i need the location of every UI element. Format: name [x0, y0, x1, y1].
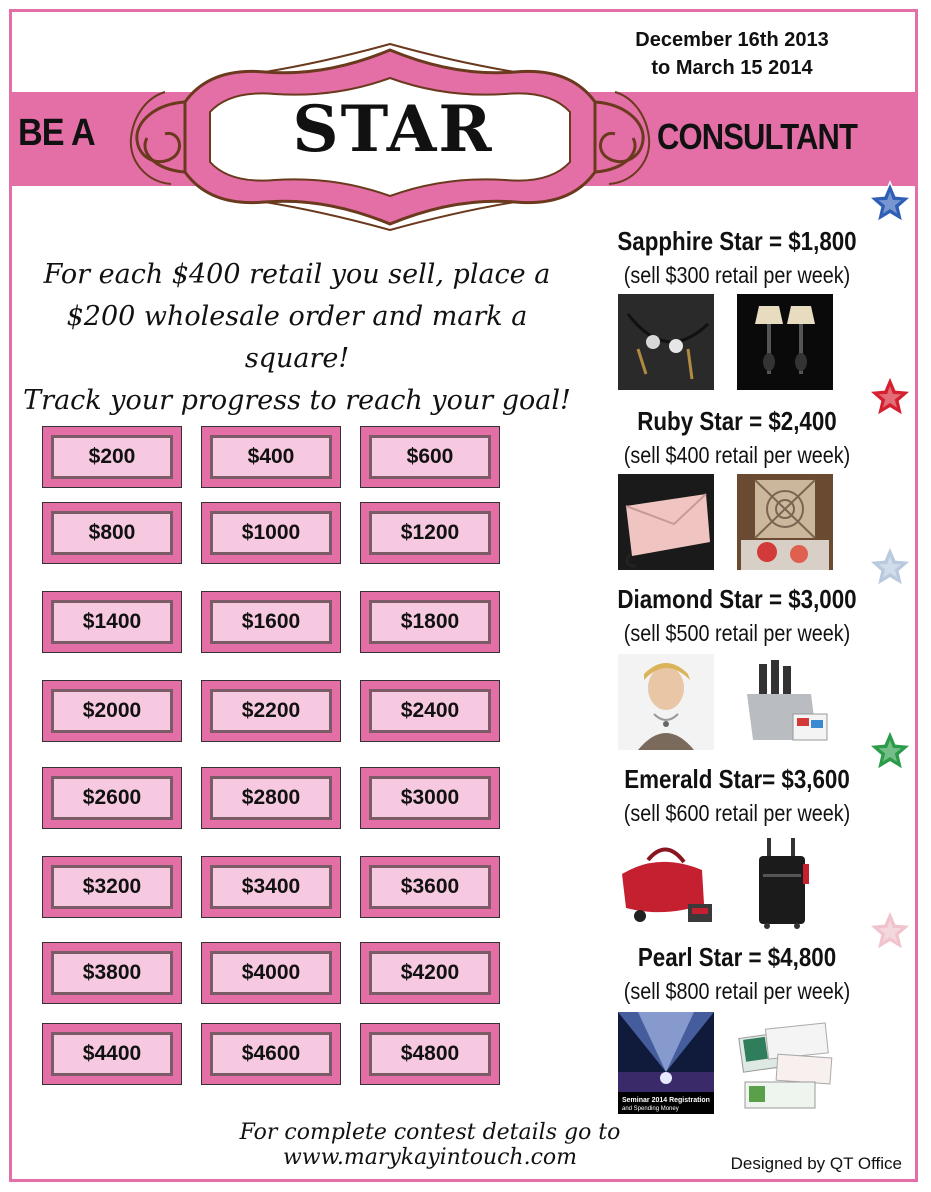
progress-square[interactable] [42, 591, 182, 653]
progress-square-amount: $3200 [51, 865, 173, 909]
progress-square[interactable] [201, 856, 341, 918]
progress-square[interactable] [42, 426, 182, 488]
progress-square[interactable] [360, 591, 500, 653]
title-be-a: BE A [18, 112, 95, 154]
intro-line-1: For each $400 retail you sell, place a [43, 259, 551, 290]
woman-necklace-photo [618, 654, 714, 750]
progress-square-amount: $3400 [210, 865, 332, 909]
dates-line-1: December 16th 2013 [635, 29, 829, 51]
progress-square[interactable] [201, 680, 341, 742]
star-icon [866, 726, 914, 774]
black-luggage-photo [737, 834, 833, 930]
progress-square[interactable] [42, 502, 182, 564]
progress-square[interactable] [360, 1023, 500, 1085]
red-duffel-bag-photo [618, 834, 714, 930]
progress-square-amount: $2600 [51, 776, 173, 820]
star-level-requirement: (sell $600 retail per week) [623, 800, 851, 826]
star-level-requirement: (sell $400 retail per week) [623, 442, 851, 468]
progress-square[interactable] [360, 502, 500, 564]
progress-square-amount: $4400 [51, 1032, 173, 1076]
star-icon [866, 178, 914, 226]
progress-square[interactable] [360, 942, 500, 1004]
progress-square[interactable] [42, 942, 182, 1004]
seminar-photo [618, 1012, 714, 1114]
progress-square[interactable] [42, 1023, 182, 1085]
progress-square[interactable] [42, 767, 182, 829]
progress-square-amount: $2000 [51, 689, 173, 733]
progress-square-amount: $1200 [369, 511, 491, 555]
contest-dates [612, 26, 852, 82]
intro-line-2: $200 wholesale order and mark a square! [66, 301, 528, 374]
star-level-title: Ruby Star = $2,400 [637, 406, 837, 436]
progress-square-amount: $3800 [51, 951, 173, 995]
progress-square-amount: $1800 [369, 600, 491, 644]
title-consultant: CONSULTANT [657, 116, 858, 157]
progress-square-amount: $3000 [369, 776, 491, 820]
progress-square-amount: $4200 [369, 951, 491, 995]
progress-square-amount: $4600 [210, 1032, 332, 1076]
progress-square[interactable] [360, 767, 500, 829]
title-star: STAR [292, 92, 494, 167]
progress-square[interactable] [201, 767, 341, 829]
lamps-photo [737, 294, 833, 390]
seminar-caption-line-1: Seminar 2014 Registration [622, 1097, 710, 1104]
star-icon [866, 906, 914, 954]
star-level-requirement: (sell $300 retail per week) [623, 262, 851, 288]
cutting-boards-photo [737, 654, 833, 750]
progress-square[interactable] [201, 426, 341, 488]
progress-square-amount: $400 [210, 435, 332, 479]
wall-art-photo [737, 474, 833, 570]
seminar-caption-line-2: and Spending Money [622, 1106, 679, 1112]
progress-square-amount: $200 [51, 435, 173, 479]
progress-square[interactable] [42, 680, 182, 742]
jewelry-photo [618, 294, 714, 390]
progress-square-amount: $1000 [210, 511, 332, 555]
progress-square[interactable] [201, 502, 341, 564]
progress-square-amount: $600 [369, 435, 491, 479]
star-level-title: Diamond Star = $3,000 [617, 584, 857, 614]
progress-square-amount: $1600 [210, 600, 332, 644]
clutch-purse-photo [618, 474, 714, 570]
progress-square-amount: $800 [51, 511, 173, 555]
star-icon [866, 372, 914, 420]
designed-by-credit: Designed by QT Office [730, 1154, 902, 1173]
intro-instructions [14, 254, 580, 422]
contest-details-text: For complete contest details go to www.marykayintouch.com [239, 1120, 621, 1170]
intro-line-3: Track your progress to reach your goal! [23, 385, 571, 416]
progress-square[interactable] [201, 591, 341, 653]
progress-square[interactable] [201, 1023, 341, 1085]
star-level-title: Sapphire Star = $1,800 [617, 226, 857, 256]
progress-square[interactable] [42, 856, 182, 918]
progress-square-amount: $2400 [369, 689, 491, 733]
progress-square[interactable] [201, 942, 341, 1004]
gift-cards-photo [737, 1012, 833, 1114]
star-level-title: Pearl Star = $4,800 [637, 942, 837, 972]
progress-square[interactable] [360, 680, 500, 742]
progress-square-amount: $2200 [210, 689, 332, 733]
star-level-requirement: (sell $800 retail per week) [623, 978, 851, 1004]
progress-square-amount: $2800 [210, 776, 332, 820]
dates-line-2: to March 15 2014 [651, 57, 813, 79]
progress-square-amount: $1400 [51, 600, 173, 644]
star-icon [866, 542, 914, 590]
progress-square-amount: $3600 [369, 865, 491, 909]
star-level-requirement: (sell $500 retail per week) [623, 620, 851, 646]
progress-square[interactable] [360, 856, 500, 918]
progress-square[interactable] [360, 426, 500, 488]
star-level-title: Emerald Star= $3,600 [624, 764, 850, 794]
progress-square-amount: $4800 [369, 1032, 491, 1076]
progress-square-amount: $4000 [210, 951, 332, 995]
